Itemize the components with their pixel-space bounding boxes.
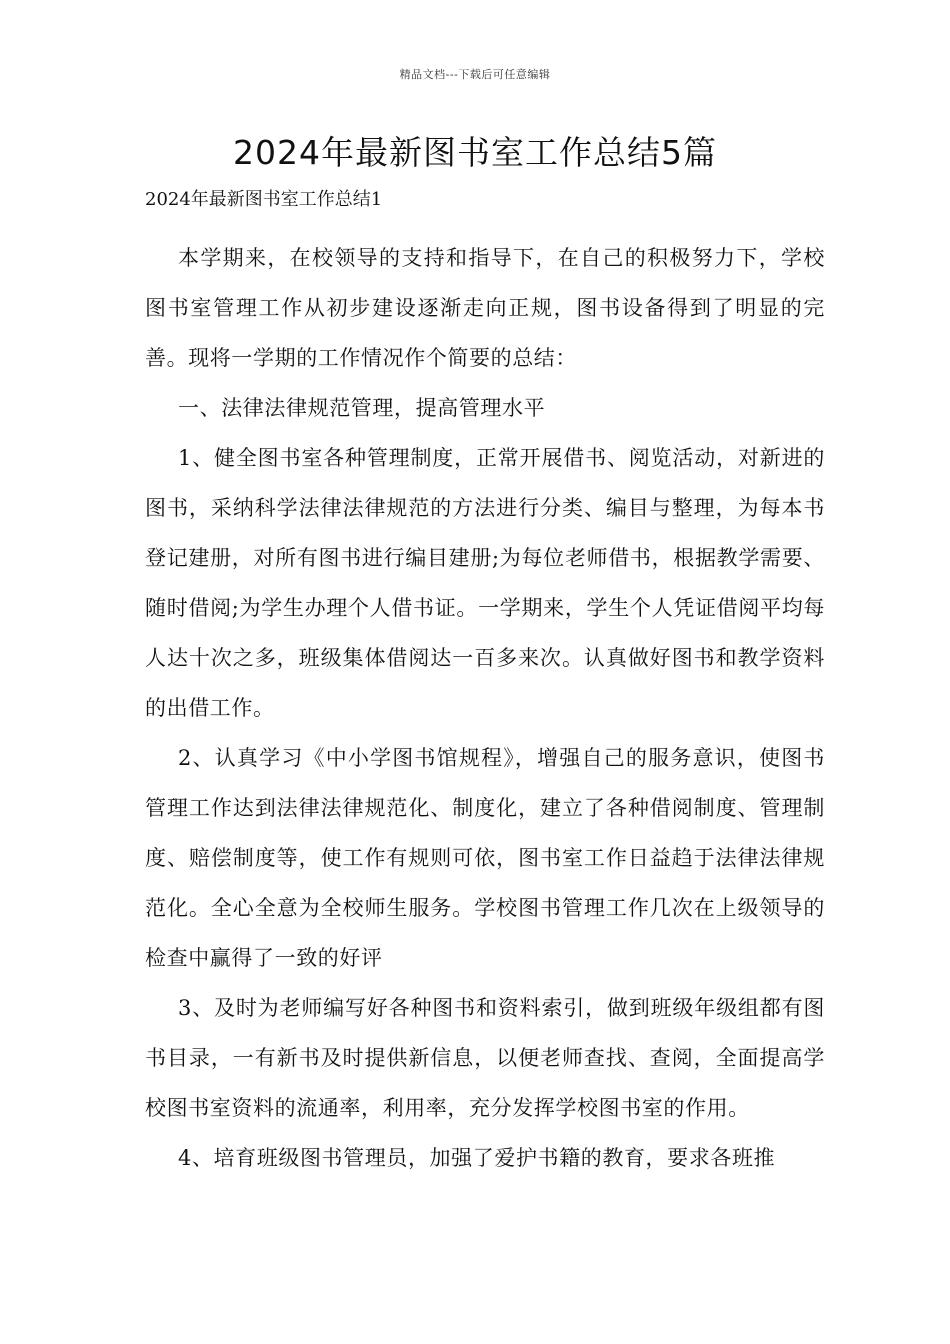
paragraph-item-4: 4、培育班级图书管理员，加强了爱护书籍的教育，要求各班推 xyxy=(178,1146,776,1170)
paragraph-item-2: 2、认真学习《中小学图书馆规程》，增强自己的服务意识，使图书管理工作达到法律法律规范化、制度化，建立了各种借阅制度、管理制度、赔偿制度等，使工作有规则可依，图书室工作日益趋于法律法律规范化。全心全意为全校师生服务。学校图书管理工作几次在上级领导的检查中赢得了一致的好评 xyxy=(145,746,825,970)
paragraph-intro: 本学期来，在校领导的支持和指导下，在自己的积极努力下，学校图书室管理工作从初步建设逐渐走向正规，图书设备得到了明显的完善。现将一学期的工作情况作个简要的总结： xyxy=(145,246,825,370)
document-title: 2024年最新图书室工作总结5篇 xyxy=(233,133,717,172)
paragraph-heading-1: 一、法律法律规范管理，提高管理水平 xyxy=(178,396,546,420)
paragraph-item-3: 3、及时为老师编写好各种图书和资料索引，做到班级年级组都有图书目录，一有新书及时提供新信息，以便老师查找、查阅，全面提高学校图书室资料的流通率，利用率，充分发挥学校图书室的作用。 xyxy=(145,996,825,1120)
paragraph-item-1: 1、健全图书室各种管理制度，正常开展借书、阅览活动，对新进的图书，采纳科学法律法律规范的方法进行分类、编目与整理，为每本书登记建册，对所有图书进行编目建册;为每位老师借书，根据教学需要、随时借阅;为学生办理个人借书证。一学期来，学生个人凭证借阅平均每人达十次之多，班级集体借阅达一百多来次。认真做好图书和教学资料的出借工作。 xyxy=(145,446,825,720)
header-note: 精品文档---下载后可任意编辑 xyxy=(399,68,551,81)
section-subtitle: 2024年最新图书室工作总结1 xyxy=(145,189,383,210)
body-text xyxy=(145,233,825,1183)
